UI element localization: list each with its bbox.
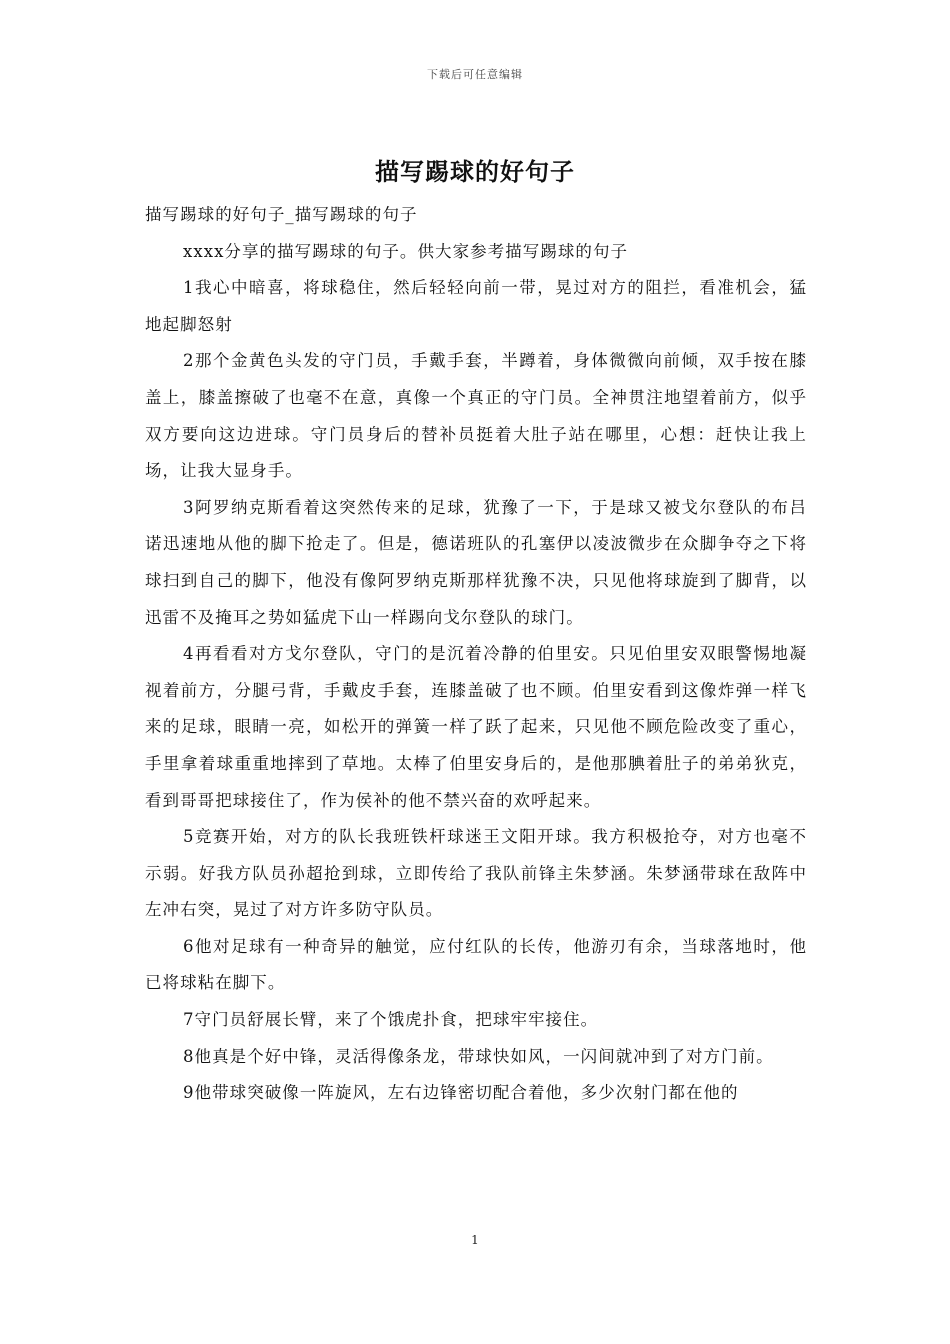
- paragraph-6: 6他对足球有一种奇异的触觉，应付红队的长传，他游刃有余，当球落地时，他已将球粘在脚下。: [145, 936, 807, 993]
- header-note: 下载后可任意编辑: [427, 68, 523, 81]
- subtitle-line: 描写踢球的好句子_描写踢球的句子: [145, 205, 418, 224]
- paragraph-intro: xxxx分享的描写踢球的句子。供大家参考描写踢球的句子: [183, 241, 629, 261]
- paragraph-9: 9他带球突破像一阵旋风，左右边锋密切配合着他，多少次射门都在他的: [183, 1083, 739, 1103]
- paragraph-7: 7守门员舒展长臂，来了个饿虎扑食，把球牢牢接住。: [183, 1010, 599, 1030]
- document-title: 描写踢球的好句子: [375, 157, 575, 186]
- paragraph-4: 4再看看对方戈尔登队，守门的是沉着冷静的伯里安。只见伯里安双眼警惕地凝视着前方，分腿弓背，手戴皮手套，连膝盖破了也不顾。伯里安看到这像炸弹一样飞来的足球，眼睛一亮，如松开的弹簧一样了跃了起来，只见他不顾危险改变了重心，手里拿着球重重地摔到了草地。太棒了伯里安身后的，是他那腆着肚子的弟弟狄克，看到哥哥把球接住了，作为侯补的他不禁兴奋的欢呼起来。: [145, 644, 807, 810]
- paragraph-8: 8他真是个好中锋，灵活得像条龙，带球快如风，一闪间就冲到了对方门前。: [183, 1046, 774, 1066]
- paragraph-2: 2那个金黄色头发的守门员，手戴手套，半蹲着，身体微微向前倾，双手按在膝盖上，膝盖擦破了也毫不在意，真像一个真正的守门员。全神贯注地望着前方，似乎双方要向这边进球。守门员身后的替补员挺着大肚子站在哪里，心想：赶快让我上场，让我大显身手。: [145, 351, 807, 481]
- paragraph-1: 1我心中暗喜，将球稳住，然后轻轻向前一带，晃过对方的阻拦，看准机会，猛地起脚怒射: [145, 278, 807, 334]
- paragraph-3: 3阿罗纳克斯看着这突然传来的足球，犹豫了一下，于是球又被戈尔登队的布吕诺迅速地从他的脚下抢走了。但是，德诺班队的孔塞伊以凌波微步在众脚争夺之下将球扫到自己的脚下，他没有像阿罗纳克斯那样犹豫不决，只见他将球旋到了脚背，以迅雷不及掩耳之势如猛虎下山一样踢向戈尔登队的球门。: [145, 497, 807, 627]
- page-number: 1: [471, 1233, 479, 1247]
- paragraph-5: 5竞赛开始，对方的队长我班铁杆球迷王文阳开球。我方积极抢夺，对方也毫不示弱。好我方队员孙超抢到球，立即传给了我队前锋主朱梦涵。朱梦涵带球在敌阵中左冲右突，晃过了对方许多防守队员。: [145, 827, 807, 920]
- document-body: [145, 197, 807, 1112]
